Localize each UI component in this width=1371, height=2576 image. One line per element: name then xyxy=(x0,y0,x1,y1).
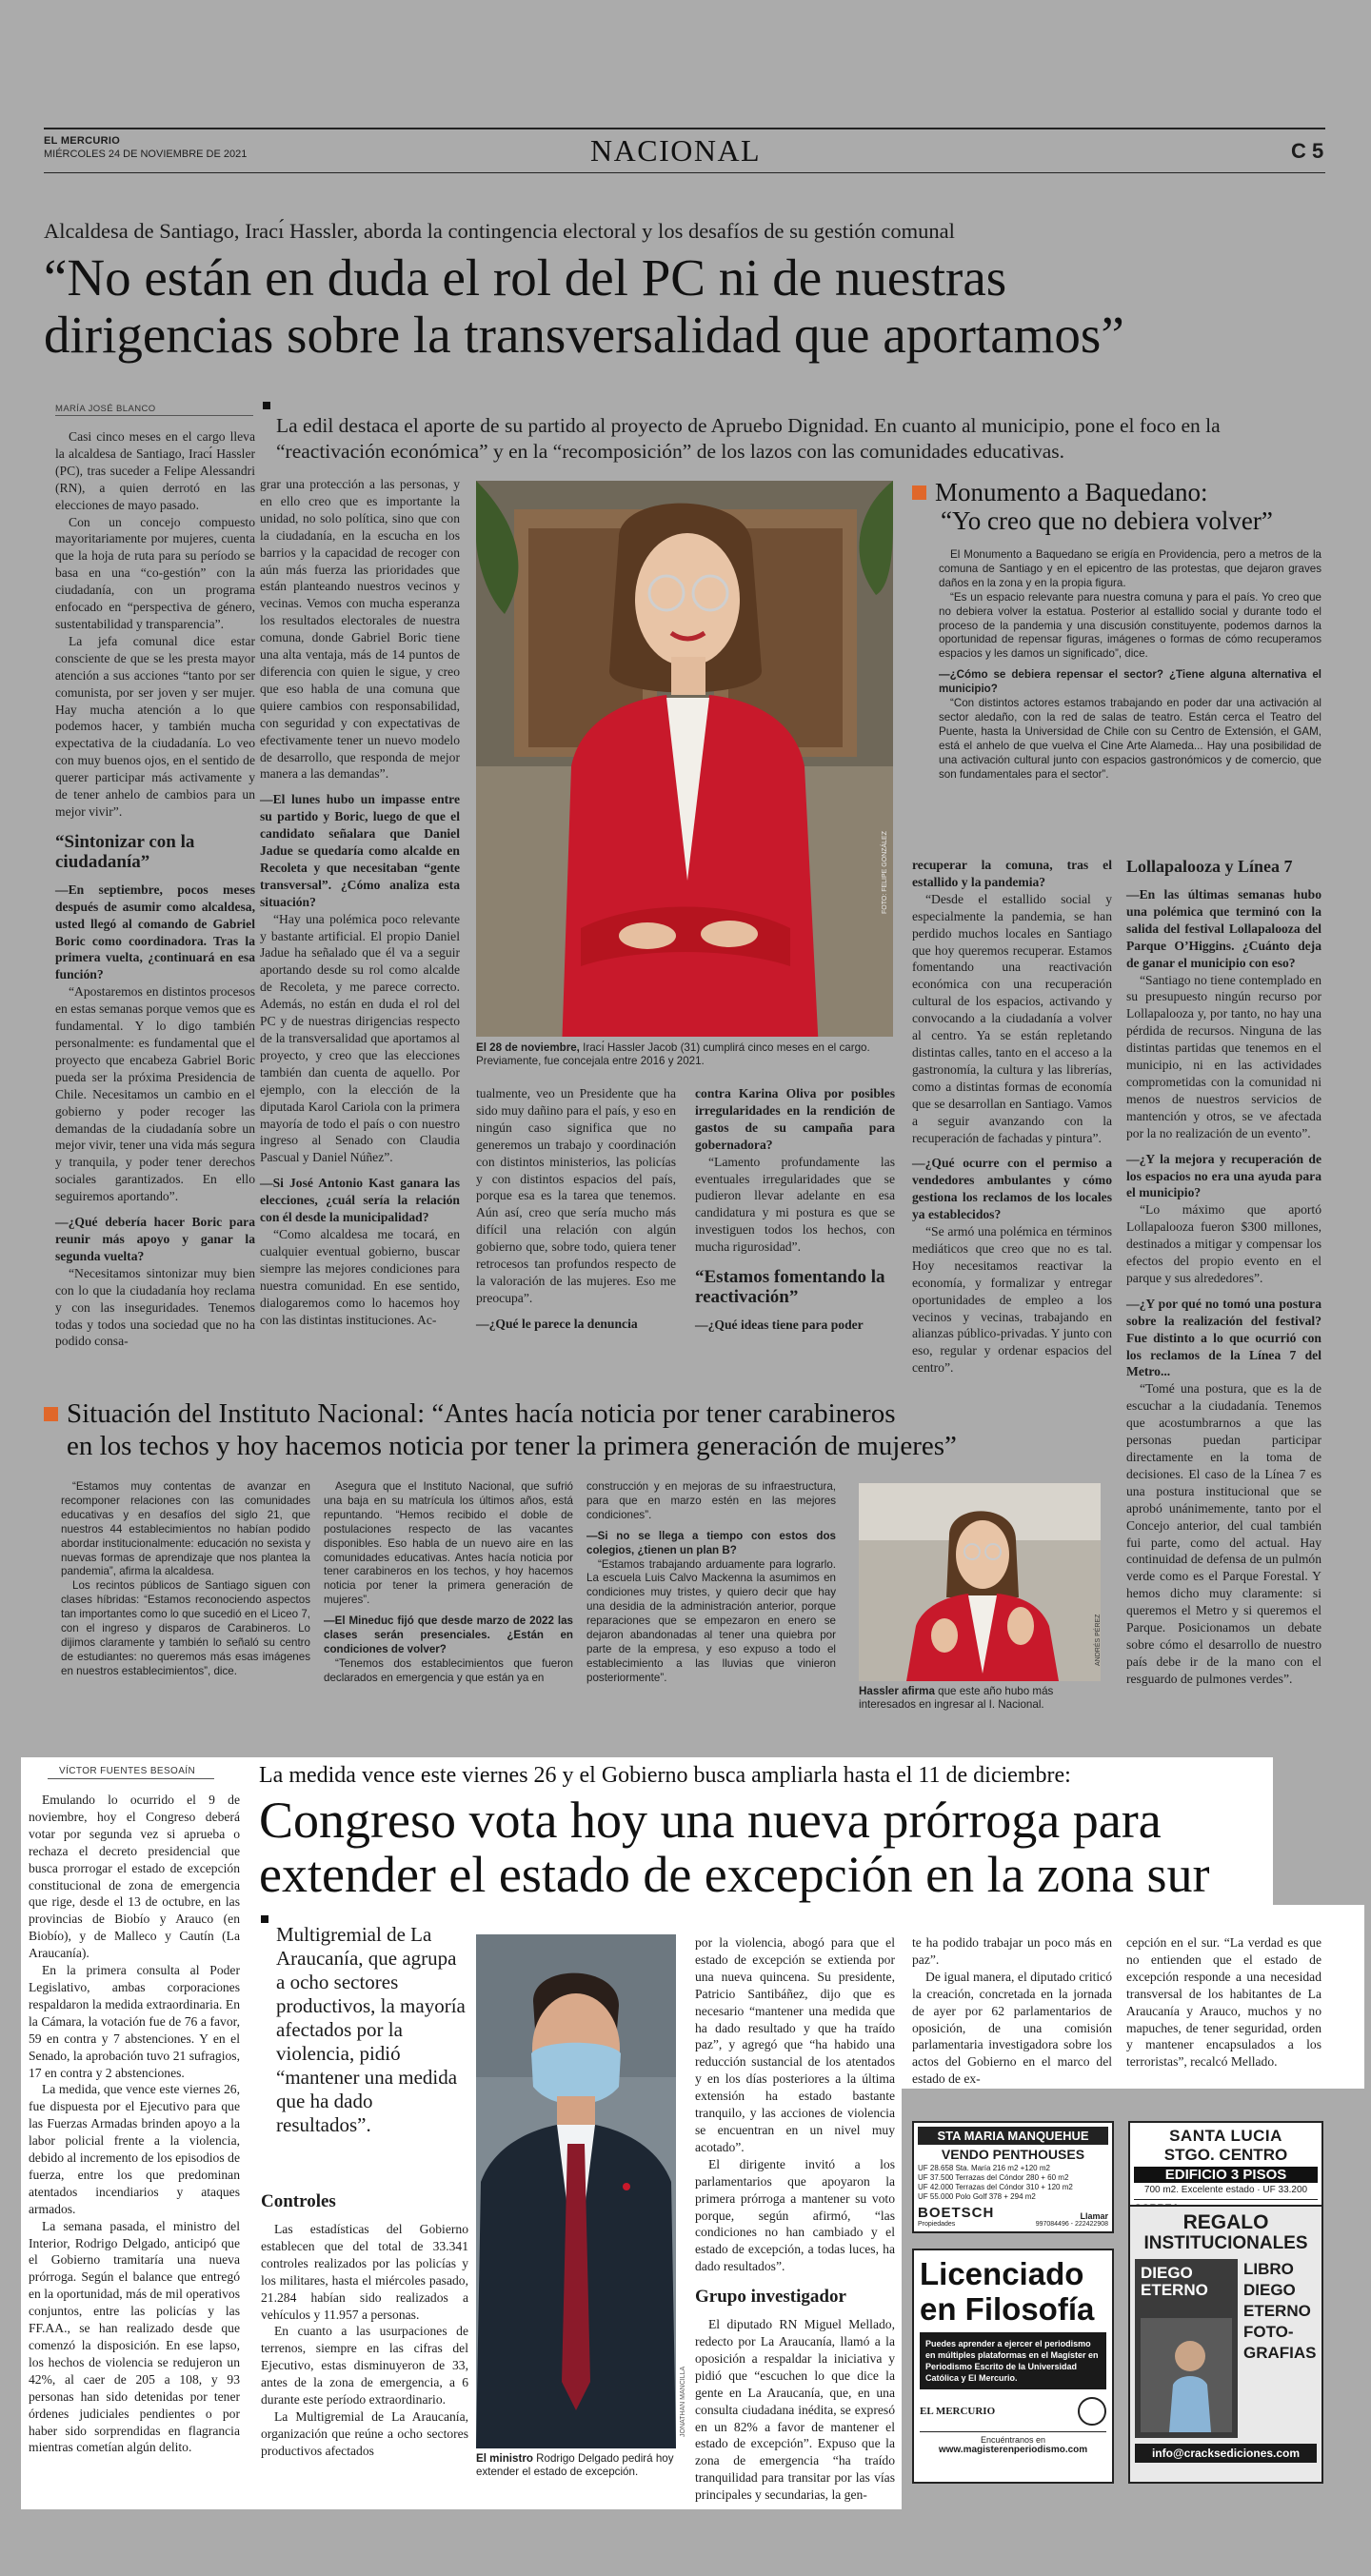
caption-lead: El ministro xyxy=(476,2452,533,2465)
orange-square-icon xyxy=(44,1407,58,1421)
question: —El Mineduc fijó que desde marzo de 2022 las clases serán presenciales. ¿Están en condiciones de volver? xyxy=(324,1615,573,1655)
question: —¿Cómo se debiera repensar el sector? ¿Tiene alguna alternativa el municipio? xyxy=(939,668,1321,696)
subheading: “Estamos fomentando la reactivación” xyxy=(695,1267,885,1308)
paragraph: por la violencia, abogó para que el estado de excepción se extienda por una nueva quincena. Su presidente, Patricio Santibáñez, dijo que es necesario “mantener una medida que ha dado resultado y que ha traído paz”, y agregó que “ha habido una reducción sustancial de los atentados y en los días posteriores a la última extensión ha estado bastante tranquilo, y las acciones de violencia se encuentran en un nivel muy acotado”. xyxy=(695,1935,895,2154)
article1-column-3 xyxy=(476,1085,676,1423)
headline-line-1: Congreso vota hoy una nueva prórroga para xyxy=(259,1792,1162,1849)
paragraph: tualmente, veo un Presidente que ha sido muy dañino para el país, y eso en ningún caso significa que no generemos un trabajo y coordinación con distintos ministerios, las policías y con distintos espacios del país, porque esa es la tarea que tenemos. Aún así, creo que sería mucho más difícil una relación con algún gobierno que, sobre todo, quiera tener retrocesos tan profundos respecto de la valoración de las mujeres. Eso me preocupa”. xyxy=(476,1086,676,1305)
instituto-col-1 xyxy=(61,1480,310,1718)
question: —En las últimas semanas hubo una polémica que terminó con la salida del festival Lollapalooza del Parque O’Higgins. ¿Cuánto deja de ganar el municipio con eso? xyxy=(1126,887,1321,970)
paragraph: “Es un espacio relevante para nuestra comuna y para el país. Yo creo que no debiera volver la estatua. Posterior al estallido social y durante todo el proceso de la pandemia y una discusión constituyente, podemos darnos la oportunidad de repensar figuras, imágenes o formas de cómo recuperamos espacios y les damos un significado”, dice. xyxy=(939,590,1321,661)
instituto-box xyxy=(44,1397,1120,1462)
issue-date: MIÉRCOLES 24 DE NOVIEMBRE DE 2021 xyxy=(44,149,248,160)
paragraph: De igual manera, el diputado criticó la creación, concretada en la jornada de ayer por 62 parlamentarios de oposición, de una comisión parlamentaria investigadora sobre los actos del Gobierno en el marco del estado de ex- xyxy=(912,1969,1112,2087)
pull-bullet xyxy=(261,1915,268,1923)
article1-column-1 xyxy=(55,428,255,1418)
article2-headline xyxy=(259,1793,1210,1902)
paragraph: La jefa comunal dice estar consciente de que se les presta mayor atención a sus acciones “tanto por ser comunista, por ser joven y ser mujer. Hay mucha atención a lo que podemos hacer, y también mucha expectativa de la ciudadanía. Lo veo con muy buenos ojos, en el sentido de querer participar más activamente y de tener anhelo de cambios para un mejor vivir”. xyxy=(55,633,255,819)
paragraph: “Necesitamos sintonizar muy bien con lo que la ciudadanía hoy reclama y con las inseguridades. Tenemos todas y todos una sociedad que no ha podido consa- xyxy=(55,1265,255,1349)
paragraph: La semana pasada, el ministro del Interior, Rodrigo Delgado, anticipó que el Gobierno tramitaría una nueva prórroga. Según el balance que entregó en la oportunidad, más de mil operativos conjuntos, entre las policías y las FF.AA., se han realizado desde que comenzó la disposición. En ese lapso, los hechos de violencia se redujeron un 42%, al caer de 205 a 108, y 93 personas han sido detenidas por tener órdenes judiciales pendientes o por haber sido sorprendidas en flagrancia mientras cometían algún delito. xyxy=(29,2218,240,2455)
ad4-right-line: LIBRO xyxy=(1243,2260,1294,2278)
baquedano-box xyxy=(912,478,1321,783)
ad1-phone: 997084496 - 222422908 xyxy=(1035,2221,1108,2228)
ad2-line-2: STGO. CENTRO xyxy=(1163,2146,1288,2164)
baquedano-title-1: Monumento a Baquedano: xyxy=(912,478,1321,506)
caption-text: que este año hubo más interesados en ingresar al I. Nacional. xyxy=(859,1685,1054,1711)
ad1-line: UF 55.000 Polo Golf 378 + 294 m2 xyxy=(918,2192,1036,2201)
paper-name: EL MERCURIO xyxy=(44,135,121,147)
ad1-sub: VENDO PENTHOUSES xyxy=(941,2147,1085,2162)
ad4-url[interactable]: info@cracksediciones.com xyxy=(1135,2444,1317,2463)
paragraph: Asegura que el Instituto Nacional, que sufrió una baja en su matrícula los últimos años, está repuntando. “Hemos recibido el doble de postulaciones respecto de las vacantes disponibles. Eso habla de un nuevo aire en las comunidades educativas. Antes hacía noticia por tener carabineros en los techos, y hoy hacemos noticia por tener la primera generación de mujeres”. xyxy=(324,1480,573,1607)
university-seal-icon xyxy=(1078,2397,1106,2426)
article2-column-2 xyxy=(261,2191,468,2506)
photo-credit: FOTO: FELIPE GONZÁLEZ xyxy=(882,831,888,914)
paragraph: “Apostaremos en distintos procesos en estas semanas porque vemos que es fundamental. Y lo digo también personalmente: es fundamental que el proyecto que encabeza Gabriel Boric pueda ser la próxima Presidencia de Chile. Necesitamos un cambio en el gobierno y poder recoger las demandas de la ciudadanía sobre un mejor vivir, tener una vida más segura y tranquila, y poder tener derechos sociales garantizados. En ello seguiremos aportando”. xyxy=(55,984,255,1204)
player-illustration xyxy=(1141,2318,1232,2432)
caption-text: Rodrigo Delgado pedirá hoy extender el estado de excepción. xyxy=(476,2452,674,2478)
ad2-line-3: EDIFICIO 3 PISOS xyxy=(1134,2167,1318,2183)
paragraph: te ha podido trabajar un poco más en paz”. xyxy=(912,1935,1112,1967)
question: contra Karina Oliva por posibles irregularidades en la rendición de gastos de su campaña para gobernadora? xyxy=(695,1086,895,1152)
headline-line-2: extender el estado de excepción en la zona sur xyxy=(259,1846,1210,1903)
orange-square-icon xyxy=(912,485,926,500)
article2-column-3 xyxy=(695,1934,895,2506)
ad3-footer-1: Encuéntranos en xyxy=(980,2435,1046,2445)
ad4-right-text xyxy=(1243,2259,1317,2438)
ad-sta-maria[interactable] xyxy=(912,2121,1114,2233)
ad-licenciado-filosofia[interactable] xyxy=(912,2249,1114,2484)
paragraph: Emulando lo ocurrido el 9 de noviembre, hoy el Congreso deberá votar por segunda vez si aprueba o rechaza el decreto presidencial que busca prorrogar el estado de excepción constitucional de zona de emergencia que rige, desde el 13 de octubre, en las provincias de Biobío y Arauco (en Biobío), y de Malleco y Cautín (La Araucanía). xyxy=(29,1793,240,1961)
question: —¿Qué debería hacer Boric para reunir más apoyo y ganar la segunda vuelta? xyxy=(55,1215,255,1263)
caption-lead: El 28 de noviembre, xyxy=(476,1041,580,1054)
byline-rule xyxy=(48,1778,214,1779)
ad1-line: UF 42.000 Terrazas del Cóndor 310 + 120 m2 xyxy=(918,2183,1073,2191)
ad3-line-2: en Filosofía xyxy=(920,2291,1095,2327)
baquedano-text xyxy=(912,548,1321,783)
ad1-lines xyxy=(918,2164,1108,2202)
article2-kicker: La medida vence este viernes 26 y el Gobierno busca ampliarla hasta el 11 de diciembre: xyxy=(259,1763,1071,1788)
paragraph: “Estamos muy contentas de avanzar en recomponer relaciones con las comunidades educativas y en desafíos del siglo 21, que nuestros 44 establecimientos no habían podido abordar institucionalmente: educación no sexista y nuevas formas de aprendizaje que nos plantea la pandemia”, afirma la alcaldesa. xyxy=(61,1480,310,1578)
question: —El lunes hubo un impasse entre su partido y Boric, luego de que el candidato señalara que Daniel Jadue se quedaría como alcalde en Recoleta y que necesitaban “gente transversal”. ¿Cómo analiza esta situación? xyxy=(260,792,460,909)
delgado-photo-credit: JONATHAN MANCILLA xyxy=(680,2366,686,2437)
headline-line-2: dirigencias sobre la transversalidad que aportamos” xyxy=(44,306,1124,364)
ad3-line-1: Licenciado xyxy=(920,2256,1084,2291)
hassler-photo xyxy=(476,481,893,1037)
article2-column-1 xyxy=(29,1792,240,2496)
instituto-caption xyxy=(859,1685,1106,1712)
headline-line-1: “No están en duda el rol del PC ni de nuestras xyxy=(44,248,1007,307)
ad3-body: Puedes aprender a ejercer el periodismo en múltiples plataformas en el Magíster en Periodismo Escrito de la Universidad Católica y El Mercurio. xyxy=(920,2332,1106,2389)
paragraph: “Lamento profundamente las eventuales irregularidades que se pudieron llevar adelante en esa candidatura y mi postura es que se investiguen todos los hechos, con mucha rigurosidad”. xyxy=(695,1154,895,1255)
paragraph: Casi cinco meses en el cargo lleva la alcaldesa de Santiago, Iracı́ Hassler (PC), tras suceder a Felipe Alessandri (RN), a quien derrotó en las elecciones de mayo pasado. xyxy=(55,429,255,512)
ad1-brand: BOETSCH xyxy=(918,2205,995,2221)
paragraph: El Monumento a Baquedano se erigía en Providencia, pero a metros de la comuna de Santiago y en el epicentro de las protestas, que dejaron graves daños en la zona y en la propia figura. xyxy=(939,548,1321,589)
paragraph: La medida, que vence este viernes 26, fue dispuesta por el Ejecutivo para que las Fuerzas Armadas brinden apoyo a la labor policial frente a la violencia, debido al incremento de los episodios de fuerza, entre los que predominan atentados incendiarios y ataques armados. xyxy=(29,2082,240,2216)
caption-text: Iracı́ Hassler Jacob (31) cumplirá cinco meses en el cargo. Previamente, fue concejala entre 2016 y 2021. xyxy=(476,1041,870,1067)
subheading: Controles xyxy=(261,2191,336,2211)
article1-column-2 xyxy=(260,476,460,1418)
subheading: “Sintonizar con la ciudadanía” xyxy=(55,831,195,872)
lolla-title: Lollapalooza y Línea 7 xyxy=(1126,857,1293,876)
ad4-right-line: ETERNO xyxy=(1243,2302,1311,2320)
instituto-photo-credit: ANDRÉS PÉREZ xyxy=(1095,1614,1102,1666)
cover-line-2: ETERNO xyxy=(1141,2281,1208,2299)
page-number: C 5 xyxy=(1291,139,1324,163)
question: —En septiembre, pocos meses después de asumir como alcaldesa, usted llegó al comando de Gabriel Boric como coordinadora. Tras la primera vuelta, ¿continuará en esa función? xyxy=(55,882,255,982)
paragraph: “Se armó una polémica en términos mediáticos que creo que no es tal. Hoy necesitamos reactivar la economía, y formalizar y entregar oportunidades de empleo a los vecinos y vecinas, trabajando en alianzas público-privadas. Y junto con eso, regular y ordenar espacios del centro”. xyxy=(912,1224,1112,1376)
article1-byline: MARÍA JOSÉ BLANCO xyxy=(55,404,156,414)
question: —Si José Antonio Kast ganara las elecciones, ¿cuál sería la relación con él desde la municipalidad? xyxy=(260,1176,460,1225)
article1-column-4 xyxy=(695,1085,895,1423)
paragraph: En la primera consulta al Poder Legislativo, ambas corporaciones respaldaron la medida extraordinaria. En la Cámara, la votación fue de 76 a favor, 59 en contra y 7 abstenciones. Y en el Senado, la aprobación tuvo 21 sufragios, 17 en contra y 2 abstenciones. xyxy=(29,1963,240,2080)
ad4-right-line: GRAFIAS xyxy=(1243,2344,1317,2362)
question: recuperar la comuna, tras el estallido y la pandemia? xyxy=(912,858,1112,889)
question: —¿Qué le parece la denuncia xyxy=(476,1316,638,1331)
caption-lead: Hassler afirma xyxy=(859,1685,935,1697)
delgado-photo xyxy=(476,1934,676,2448)
article2-column-5 xyxy=(1126,1934,1321,2087)
ad-regalo-institucionales[interactable] xyxy=(1128,2205,1323,2484)
paragraph: “Tomé una postura, que es la de escuchar a la ciudadanía. Tenemos que acostumbrarnos a que las personas puedan participar directamente en la toma de decisiones. El caso de la Línea 7 es una postura institucional que se aprobó unánimemente, tanto por el Concejo anterior, del cual también fui parte, como del actual. Hay continuidad de defensa de un pulmón verde como es el Parque Forestal. Y hemos dicho muy claramente: si queremos el Metro y si queremos el Parque. Posicionamos un debate sobre cómo el desarrollo de nuestro país debe ir de la mano con el resguardo de pulmones verdes”. xyxy=(1126,1381,1321,1686)
ad1-call: Llamar xyxy=(1080,2211,1108,2221)
book-cover xyxy=(1135,2259,1238,2438)
paragraph: Con un concejo compuesto mayoritariamente por mujeres, cuenta que la hoja de ruta para su período se basa en una “co-gestión” con la ciudadanía, con un programa enfocado en “perspectiva de género, sustentabilidad y transparencia”. xyxy=(55,514,255,631)
article1-column-5 xyxy=(912,857,1112,1423)
article2-pullquote: Multigremial de La Araucanía, que agrupa a ocho sectores productivos, la mayoría afectados por la violencia, pidió “mantener una medida que ha dado resultados”. xyxy=(276,1923,466,2136)
instituto-col-3 xyxy=(586,1480,836,1718)
ad4-right-line: DIEGO xyxy=(1243,2281,1296,2299)
hassler-illustration xyxy=(476,481,893,1037)
paragraph: “Con distintos actores estamos trabajando en poder dar una activación al sector aledaño, con la red de salas de teatro. Están cerca el Teatro del Puente, hasta la Universidad de Chile con su Centro de Extensión, el GAM, está el anhelo de que vuelva el Cine Arte Alameda... Hay una posibilidad de una activación cultural junto con espacios gastronómicos y de comercio, que son fundamentales para el sector”. xyxy=(939,697,1321,781)
paragraph: “Hay una polémica poco relevante y bastante artificial. El propio Daniel Jadue ha señalado que él va a seguir aportando desde su rol como alcalde de Recoleta, y me parece correcto. Además, no están en duda el rol del PC y de nuestras dirigencias respecto de la transversalidad que aportamos al proyecto, y creo que las elecciones también dan cuenta de aquello. Por ejemplo, con la elección de la diputada Karol Cariola con la primera mayoría de todo el país o con nuestro ingreso al Senado con Claudia Pascual y Daniel Núñez”. xyxy=(260,911,460,1165)
paragraph: Las estadísticas del Gobierno establecen que del total de 33.341 controles realizados por las policías y los militares, hasta el miércoles pasado, 21.284 habían sido realizados a vehículos y 11.957 a personas. xyxy=(261,2222,468,2322)
article2-column-4 xyxy=(912,1934,1112,2087)
paragraph: El diputado RN Miguel Mellado, redecto por La Araucanía, llamó a la oposición a respaldar la iniciativa y pidió que “escuchen lo que dice la gente en La Araucanía, que, en una consulta ciudadana inédita, se expresó en un 82% a favor de mantener el estado de excepción”. Expuso que la zona de emergencia “ha traído tranquilidad para transitar por las vías principales y secundarias, la gen- xyxy=(695,2317,895,2503)
instituto-col-2 xyxy=(324,1480,573,1718)
question: —Si no se llega a tiempo con estos dos colegios, ¿tienen un plan B? xyxy=(586,1529,836,1556)
subheading: Grupo investigador xyxy=(695,2287,846,2308)
paragraph: grar una protección a las personas, y en ello creo que es importante la unidad, no solo política, sino que con la ciudadanía, en la escucha en los barrios y la capacidad de recoger con aún más fuerza las prioridades que están planteando nuestros vecinos y vecinas. Vemos con mucha esperanza los resultados electorales de nuestra comuna, donde Gabriel Boric tiene una alta ventaja, más de 14 puntos de diferencia con quien le sigue, y creo que eso habla de una comuna que quiere cambios con responsabilidad, con seguridad y con expectativas de efectivamente tener un nuevo modelo de desarrollo, que responda de mejor manera a las demandas”. xyxy=(260,477,460,782)
paragraph: Los recintos públicos de Santiago siguen con clases híbridas: “Estamos reconociendo aspectos tan importantes como lo que sucedió en el Liceo 7, con el ingreso y disparos de Carabineros. Lo dijimos claramente y también lo señaló su centro de estudiantes: no queremos más esas imágenes en nuestros establecimientos”, dice. xyxy=(61,1579,310,1677)
paragraph: cepción en el sur. “La verdad es que no entienden que el estado de excepción responde a una necesidad transversal de los habitantes de La Araucanía y Arauco, muchos y no mapuches, de tener seguridad, orden y mantener encapsulados a los terroristas”, recalcó Mellado. xyxy=(1126,1935,1321,2070)
lollapalooza-box xyxy=(1126,857,1321,1771)
hassler-gesture-illustration xyxy=(859,1483,1101,1681)
cover-line-1: DIEGO xyxy=(1141,2264,1193,2282)
ad1-line: UF 37.500 Terrazas del Cóndor 280 + 60 m2 xyxy=(918,2173,1069,2182)
ad1-brand-sub: Propiedades xyxy=(918,2221,956,2228)
byline-rule xyxy=(55,415,253,416)
paragraph: construcción y en mejoras de su infraestructura, para que en marzo estén en las mejores condiciones”. xyxy=(586,1480,836,1521)
ad3-logo: EL MERCURIO xyxy=(920,2406,996,2417)
ad1-title: STA MARIA MANQUEHUE xyxy=(918,2127,1108,2145)
paragraph: En cuanto a las usurpaciones de terrenos, siempre en las cifras del Ejecutivo, estas disminuyeron de 33, antes de la zona de emergencia, a 6 durante este período extraordinario. xyxy=(261,2324,468,2408)
instituto-title-2: en los techos y hoy hacemos noticia por tener la primera generación de mujeres” xyxy=(67,1431,957,1461)
article2-byline: VÍCTOR FUENTES BESOAÍN xyxy=(59,1766,196,1776)
article1-headline xyxy=(44,249,1124,364)
ad1-line: UF 28.658 Sta. María 216 m2 +120 m2 xyxy=(918,2164,1050,2172)
question: —¿Y por qué no tomó una postura sobre la realización del festival? Fue distinto a lo que ocurrió con los reclamos de la Línea 7 del Metro... xyxy=(1126,1296,1321,1379)
delgado-illustration xyxy=(476,1934,676,2448)
deck-bullet xyxy=(263,402,270,409)
article1-deck: La edil destaca el aporte de su partido al proyecto de Apruebo Dignidad. En cuanto al municipio, pone el foco en la “reactivación económica” y en la “recomposición” de los lazos con las comunidades educativas. xyxy=(276,414,1221,463)
baquedano-title-2: “Yo creo que no debiera volver” xyxy=(941,506,1273,535)
paragraph: “Tenemos dos establecimientos que fueron declarados en emergencia y que están ya en xyxy=(324,1656,573,1684)
ad2-line-4: 700 m2. Excelente estado · UF 33.200 xyxy=(1143,2185,1308,2195)
masthead-rule xyxy=(44,172,1325,173)
photo-caption xyxy=(476,1041,895,1068)
instituto-photo xyxy=(859,1483,1101,1681)
section-title: NACIONAL xyxy=(590,133,762,168)
paragraph: “Lo máximo que aportó Lollapalooza fueron $300 millones, destinados a mitigar y compensar los efectos del propio evento en el parque y sus alrededores”. xyxy=(1126,1202,1321,1285)
top-rule xyxy=(44,128,1325,129)
instituto-title-1: Situación del Instituto Nacional: “Antes hacía noticia por tener carabineros xyxy=(44,1397,1120,1430)
question: —¿Y la mejora y recuperación de los espacios no era una ayuda para el municipio? xyxy=(1126,1151,1321,1200)
article1-kicker: Alcaldesa de Santiago, Iracı́ Hassler, aborda la contingencia electoral y los desafíos de su gestión comunal xyxy=(44,219,955,243)
paragraph: “Santiago no tiene contemplado en su presupuesto ningún recurso por Lollapalooza y, por tanto, no hay una pérdida de recursos. Ninguna de las distintas partidas que tenemos en el municipio, ni en las actividades comprometidas con la comunidad ni menos de nuestros servicios de mantención y otros, se ve afectada por la no realización de un evento”. xyxy=(1126,972,1321,1140)
ad3-footer-2[interactable]: www.magisterenperiodismo.com xyxy=(938,2445,1088,2455)
ad4-right-line: FOTO- xyxy=(1243,2323,1294,2341)
question: —¿Qué ideas tiene para poder xyxy=(695,1318,864,1333)
paragraph: El dirigente invitó a los parlamentarios que apoyaron la primera prórroga a mantener su voto porque, según afirmó, “las condiciones no han cambiado y el estado de excepción, a todas luces, ha dado resultados”. xyxy=(695,2156,895,2274)
paragraph: “Desde el estallido social y especialmente la pandemia, se han perdido muchos locales en Santiago que hoy queremos recuperar. Estamos fomentando una reactivación económica con una recuperación cultural de los espacios, activando y convocando a la ciudadanía a volver al centro. Ya se están repletando distintas calles, tanto en el acceso a la gastronomía, la cultura y las librerías, como a distintas formas de economía que se desarrollan en Santiago. Vamos a seguir avanzando con la recuperación de fachadas y pintura”. xyxy=(912,891,1112,1145)
question: —¿Qué ocurre con el permiso a vendedores ambulantes y cómo gestiona los reclamos de los locales ya establecidos? xyxy=(912,1156,1112,1222)
ad2-line-1: SANTA LUCIA xyxy=(1169,2127,1282,2145)
ad4-line-1: REGALO xyxy=(1182,2211,1269,2233)
delgado-caption xyxy=(476,2452,681,2479)
paragraph: La Multigremial de La Araucanía, organización que reúne a ocho sectores productivos afectados xyxy=(261,2408,468,2458)
ad4-line-2: INSTITUCIONALES xyxy=(1143,2233,1308,2253)
paragraph: “Como alcaldesa me tocará, en cualquier eventual gobierno, buscar siempre las mejores condiciones para nuestra comunidad. En ese sentido, dialogaremos como lo hacemos hoy con las distintas instituciones. Ac- xyxy=(260,1226,460,1327)
paragraph: “Estamos trabajando arduamente para lograrlo. La escuela Luis Calvo Mackenna la asumimos en condiciones muy tristes, y quiero decir que hay una desidia de la administración anterior, porque reparaciones que se empezaron en enero se dejaron abandonadas al tener una quiebra por parte de la empresa, y eso expuso a todo el establecimiento a las lluvias que vinieron posteriormente”. xyxy=(586,1557,836,1684)
